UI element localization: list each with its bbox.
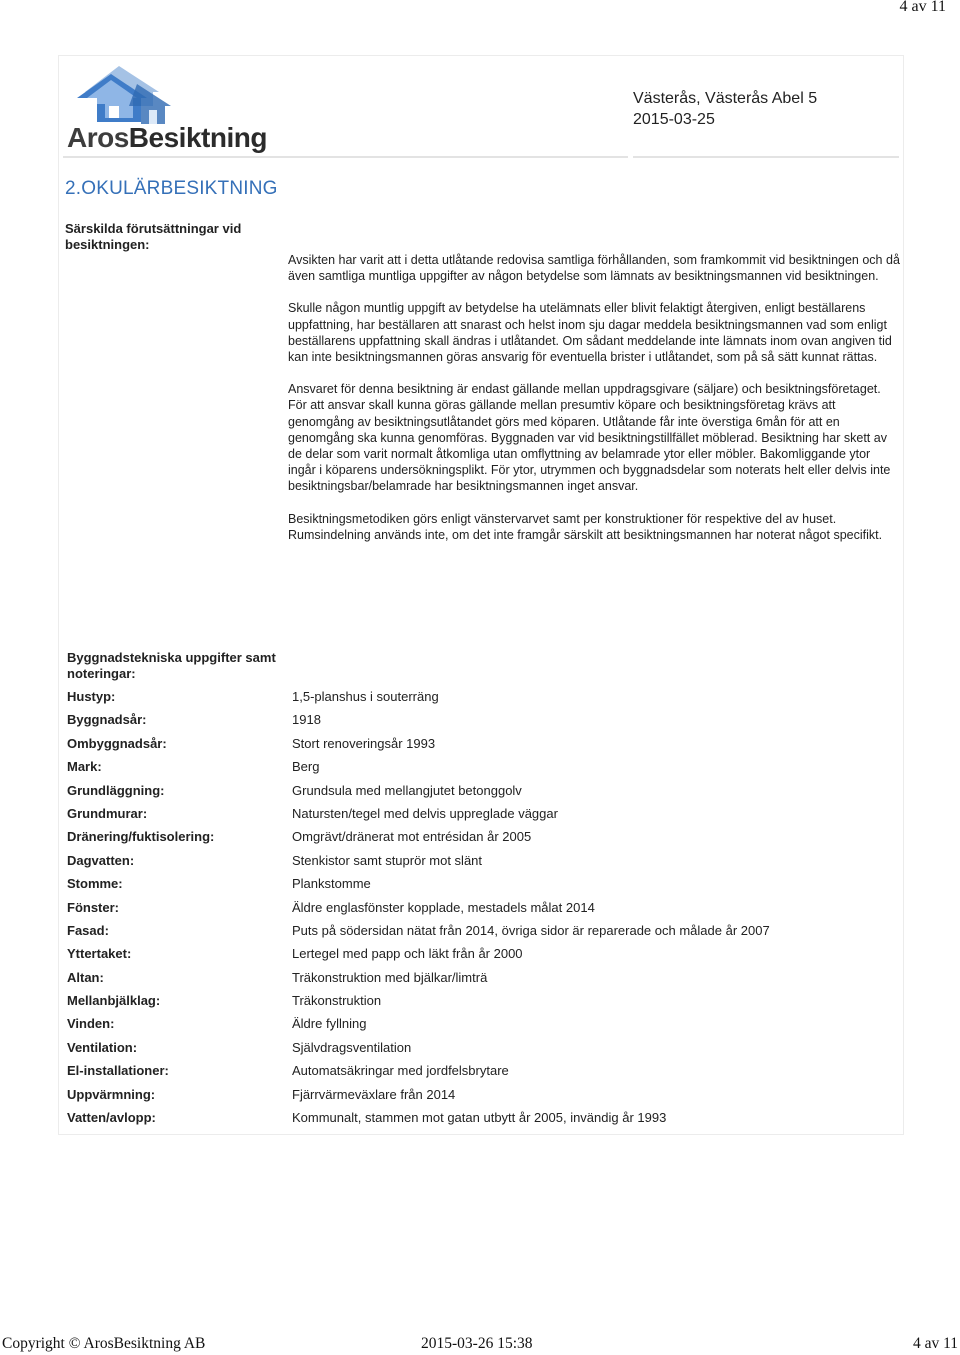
spec-row	[67, 733, 897, 756]
spec-row	[67, 967, 897, 990]
spec-label: Vinden:	[67, 1016, 115, 1032]
spec-label: Stomme:	[67, 876, 123, 892]
spec-value: 1918	[292, 712, 321, 728]
spec-label: Hustyp:	[67, 689, 116, 704]
spec-row	[67, 850, 897, 873]
spec-row	[67, 826, 897, 849]
spec-label: El-installationer:	[67, 1063, 169, 1079]
building-specs-heading: Byggnadstekniska uppgifter samt noteringar:	[67, 650, 276, 681]
spec-value: Automatsäkringar med jordfelsbrytare	[292, 1063, 509, 1079]
spec-value: Puts på södersidan nätat från 2014, övriga sidor är reparerade och målade år 2007	[292, 922, 770, 938]
paragraph-purpose: Avsikten har varit att i detta utlåtande redovisa samtliga förhållanden, som framkommit vid besiktningen och då även samtliga muntliga uppgifter av någon betydelse som lämnats av besiktningsmannen vid besiktningen.	[288, 253, 900, 284]
footer-page-number: 4 av 11	[912, 1335, 958, 1352]
logo-text-aros: Aros	[67, 122, 129, 153]
spec-label: Fönster:	[67, 899, 119, 915]
spec-label: Grundmurar:	[67, 805, 148, 821]
spec-row	[67, 780, 897, 803]
paragraph-method: Besiktningsmetodiken görs enligt vänstervarvet samt per konstruktioner för respektive del av huset. Rumsindelning används inte, om det inte framgår särskilt att besiktningsmannen har noterat något specifikt.	[288, 511, 883, 542]
spec-row	[67, 1107, 897, 1130]
building-specs	[67, 650, 897, 1126]
spec-label: Dränering/fuktisolering:	[67, 829, 215, 845]
logo-wordmark	[67, 122, 267, 154]
spec-row	[67, 686, 897, 709]
report-page	[58, 55, 904, 1135]
spec-row	[67, 709, 897, 732]
spec-row	[67, 990, 897, 1013]
spec-label: Ventilation:	[67, 1039, 138, 1055]
conditions-text	[288, 252, 900, 559]
spec-label: Vatten/avlopp:	[67, 1110, 156, 1126]
header-info	[633, 88, 817, 130]
spec-label: Yttertaket:	[67, 946, 132, 962]
spec-row	[67, 920, 897, 943]
spec-value: Stenkistor samt stuprör mot slänt	[292, 852, 483, 868]
conditions-label: Särskilda förutsättningar vid besiktningen:	[65, 221, 242, 252]
spec-row	[67, 897, 897, 920]
spec-row	[67, 1060, 897, 1083]
spec-value: Äldre englasfönster kopplade, mestadels målat 2014	[292, 899, 595, 915]
page-number-top: 4 av 11	[899, 0, 946, 15]
spec-value: Grundsula med mellangjutet betonggolv	[292, 782, 522, 798]
spec-label: Mellanbjälklag:	[67, 993, 161, 1009]
spec-value: 1,5-planshus i souterräng	[292, 689, 439, 704]
spec-row	[67, 803, 897, 826]
company-logo	[67, 62, 273, 154]
logo-text-besiktning: Besiktning	[128, 122, 267, 153]
spec-row	[67, 1037, 897, 1060]
spec-value: Natursten/tegel med delvis uppreglade väggar	[292, 805, 558, 821]
spec-row	[67, 873, 897, 896]
spec-value: Lertegel med papp och läkt från år 2000	[292, 946, 523, 962]
spec-value: Träkonstruktion med bjälkar/limträ	[292, 969, 488, 985]
spec-value: Stort renoveringsår 1993	[292, 735, 436, 751]
spec-label: Byggnadsår:	[67, 712, 147, 728]
spec-row	[67, 1013, 897, 1036]
spec-label: Grundläggning:	[67, 782, 165, 798]
spec-label: Mark:	[67, 759, 102, 775]
spec-label: Altan:	[67, 969, 104, 985]
building-specs-rows	[67, 686, 897, 1130]
header-divider-right	[633, 156, 899, 158]
spec-value: Äldre fyllning	[292, 1016, 367, 1032]
spec-value: Träkonstruktion	[292, 993, 382, 1009]
footer-timestamp: 2015-03-26 15:38	[421, 1335, 533, 1352]
spec-row	[67, 756, 897, 779]
header-location: Västerås, Västerås Abel 5	[633, 90, 818, 107]
spec-label: Uppvärmning:	[67, 1086, 156, 1102]
spec-row	[67, 943, 897, 966]
paragraph-omissions: Skulle någon muntlig uppgift av betydelse ha utelämnats eller blivit felaktigt återgiven, enligt beställarens uppfattning, har beställaren att snarast och helst inom sju dagar meddela besiktningsmannen vad som enligt beställarens uppfattning skall ändras i utlåtandet. Om sådant meddelande inte lämnats inom ovan angiven tid kan inte besiktningsmannen göras ansvarig för eventuella brister i utlåtandet, som på så sätt kunnat rättas.	[288, 301, 892, 365]
paragraph-liability: Ansvaret för denna besiktning är endast gällande mellan uppdragsgivare (säljare) och besiktningsföretaget. För att ansvar skall kunna göras gällande mellan presumtiv köpare och besiktningsföretag krävs att genomgång av besiktningsutlåtandet görs med köparen. Utlåtande får inte överstiga 6mån för att en genomgång ska kunna genomföras. Byggnaden var vid besiktningstillfället möblerad. Besiktning har skett av de delar som varit normalt åtkomliga utan omflyttning av belamrade ytor eller möbler. Bakomliggande ytor ingår i köparens undersökningsplikt. För ytor, utrymmen och byggnadsdelar som noterats helt eller delvis inte besiktningsbar/belamrade har besiktningsmannen inget ansvar.	[288, 382, 891, 494]
section-title: 2.OKULÄRBESIKTNING	[65, 178, 278, 199]
spec-label: Ombyggnadsår:	[67, 735, 167, 751]
spec-value: Fjärrvärmeväxlare från 2014	[292, 1086, 456, 1102]
spec-value: Plankstomme	[292, 876, 371, 892]
spec-label: Dagvatten:	[67, 852, 135, 868]
footer-copyright: Copyright © ArosBesiktning AB	[2, 1335, 206, 1352]
spec-label: Fasad:	[67, 922, 109, 938]
spec-value: Självdragsventilation	[292, 1039, 412, 1055]
header-date: 2015-03-25	[633, 111, 715, 128]
page-footer	[0, 1335, 960, 1355]
spec-value: Kommunalt, stammen mot gatan utbytt år 2005, invändig år 1993	[292, 1110, 667, 1126]
spec-row	[67, 1084, 897, 1107]
spec-value: Berg	[292, 759, 320, 775]
header-divider-left	[63, 156, 628, 158]
spec-value: Omgrävt/dränerat mot entrésidan år 2005	[292, 829, 532, 845]
